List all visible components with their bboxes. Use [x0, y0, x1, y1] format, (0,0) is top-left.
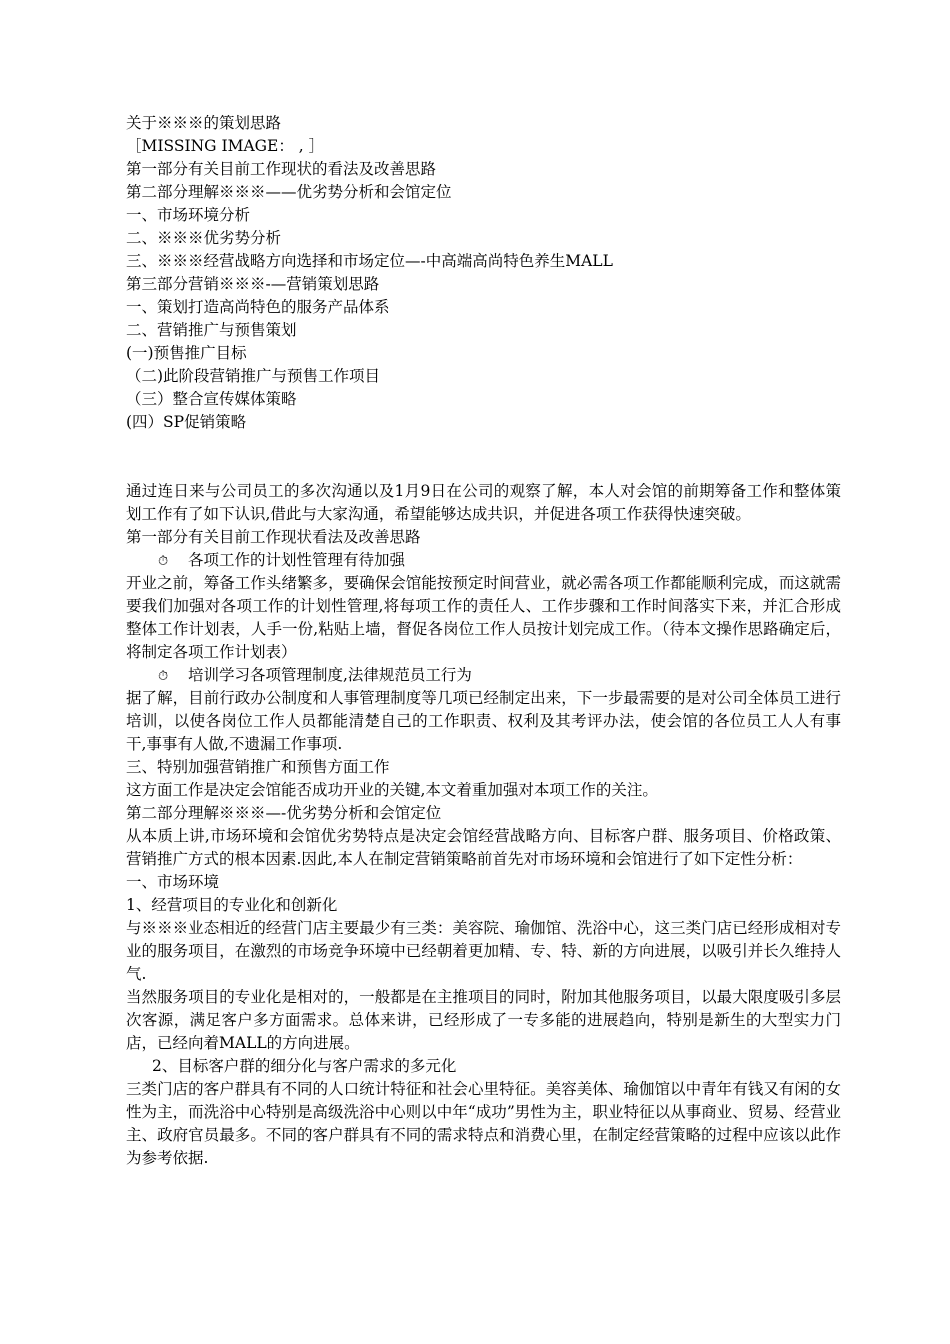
clock-icon: ⏱	[158, 669, 169, 684]
toc-item: 一、策划打造高尚特色的服务产品体系	[126, 298, 390, 316]
sub1-paragraph-2: 当然服务项目的专业化是相对的，一般都是在主推项目的同时，附加其他服务项目，以最大限度吸引多层次客源，满足客户多方面需求。总体来讲，已经形成了一专多能的进展趋向，特别是新生的大型实力门店，已经向着MALL的方向进展。	[126, 988, 841, 1052]
toc-item: 二、※※※优劣势分析	[126, 229, 282, 247]
missing-image-placeholder: ［MISSING IMAGE： , ］	[126, 137, 325, 155]
toc-title: 关于※※※的策划思路	[126, 114, 282, 132]
sub1-heading: 1、经营项目的专业化和创新化	[126, 896, 338, 914]
item1-heading: 各项工作的计划性管理有待加强	[188, 551, 406, 569]
item1-paragraph: 开业之前，筹备工作头绪繁多，要确保会馆能按预定时间营业，就必需各项工作都能顺利完成，而这就需要我们加强对各项工作的计划性管理,将每项工作的责任人、工作步骤和工作时间落实下来，并汇合形成整体工作计划表，人手一份,粘贴上墙，督促各岗位工作人员按计划完成工作。（待本文操作思路确定后，将制定各项工作计划表）	[126, 574, 841, 661]
part2-heading: 第二部分理解※※※—-优劣势分析和会馆定位	[126, 804, 442, 822]
toc-item: 二、营销推广与预售策划	[126, 321, 297, 339]
toc-item: 第三部分营销※※※-—营销策划思路	[126, 275, 380, 293]
item1-heading-row	[126, 549, 841, 572]
section-spacer	[126, 434, 841, 480]
sub2-heading: 2、目标客户群的细分化与客户需求的多元化	[152, 1057, 457, 1075]
intro-paragraph: 通过连日来与公司员工的多次沟通以及1月9日在公司的观察了解，本人对会馆的前期筹备工作和整体策划工作有了如下认识,借此与大家沟通，希望能够达成共识，并促进各项工作获得快速突破。	[126, 482, 841, 523]
toc-item: 第一部分有关目前工作现状的看法及改善思路	[126, 160, 437, 178]
toc-item: 一、市场环境分析	[126, 206, 251, 224]
toc-item: 第二部分理解※※※——优劣势分析和会馆定位	[126, 183, 452, 201]
toc-item: （三）整合宣传媒体策略	[126, 390, 297, 408]
toc-item: 三、※※※经营战略方向选择和市场定位—-中高端高尚特色养生MALL	[126, 252, 613, 270]
item3-heading: 三、特别加强营销推广和预售方面工作	[126, 758, 390, 776]
item2-heading: 培训学习各项管理制度,法律规范员工行为	[188, 666, 472, 684]
toc-item: (一)预售推广目标	[126, 344, 247, 362]
clock-icon: ⏱	[158, 554, 169, 569]
item2-heading-row	[126, 664, 841, 687]
sub1-paragraph-1: 与※※※业态相近的经营门店主要最少有三类：美容院、瑜伽馆、洗浴中心，这三类门店已经形成相对专业的服务项目，在激烈的市场竞争环境中已经朝着更加精、专、特、新的方向进展，以吸引并长久维持人气.	[126, 919, 841, 983]
item2-paragraph: 据了解，目前行政办公制度和人事管理制度等几项已经制定出来，下一步最需要的是对公司全体员工进行培训，以使各岗位工作人员都能清楚自己的工作职责、权利及其考评办法，使会馆的各位员工人人有事干,事事有人做,不遗漏工作事项.	[126, 689, 841, 753]
part1-heading: 第一部分有关目前工作现状看法及改善思路	[126, 528, 421, 546]
document-page	[126, 112, 841, 1170]
item3-paragraph: 这方面工作是决定会馆能否成功开业的关键,本文着重加强对本项工作的关注。	[126, 781, 658, 799]
toc-item: （二)此阶段营销推广与预售工作项目	[126, 367, 381, 385]
part2-paragraph: 从本质上讲,市场环境和会馆优劣势特点是决定会馆经营战略方向、目标客户群、服务项目、价格政策、营销推广方式的根本因素.因此,本人在制定营销策略前首先对市场环境和会馆进行了如下定性分析：	[126, 827, 841, 868]
sub2-paragraph: 三类门店的客户群具有不同的人口统计特征和社会心里特征。美容美体、瑜伽馆以中青年有钱又有闲的女性为主，而洗浴中心特别是高级洗浴中心则以中年“成功”男性为主，职业特征以从事商业、贸易、经营业主、政府官员最多。不同的客户群具有不同的需求特点和消费心里，在制定经营策略的过程中应该以此作为参考依据.	[126, 1080, 841, 1167]
market-heading: 一、市场环境	[126, 873, 220, 891]
toc-item: (四）SP促销策略	[126, 413, 247, 431]
